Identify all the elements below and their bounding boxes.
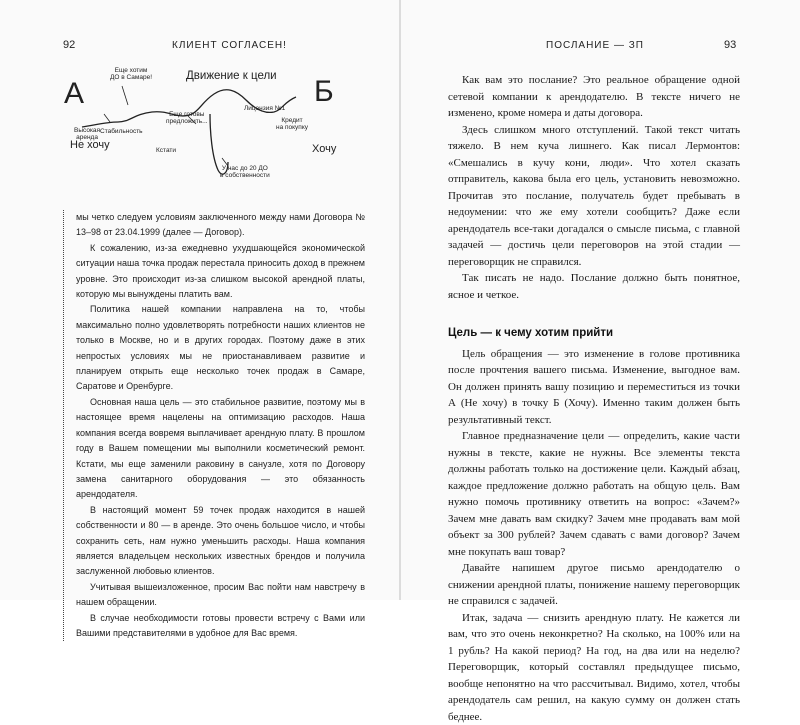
body-paragraph: Как вам это послание? Это реальное обращение одной сетевой компании к арендодателю. В тексте ничего не изменено, кроме номера и даты договора.: [448, 72, 740, 122]
quoted-letter: [63, 210, 365, 641]
note-credit: Кредит на покупку: [276, 118, 308, 132]
letter-paragraph: мы четко следуем условиям заключенного между нами Договора № 13–98 от 23.04.1999 (далее — Договор).: [76, 210, 365, 241]
running-head-left: КЛИЕНТ СОГЛАСЕН!: [172, 40, 287, 51]
body-paragraph: Итак, задача — снизить арендную плату. Не кажется ли вам, что это очень неконкретно? На сколько, на 100% или на 1 рубль? На какой период? На год, на два или на неделю? Переговорщик, который составлял предыдущее письмо, вообще непонятно на что рассчитывал. Видимо, хотел, чтобы арендодатель сам решил, на какую сумму он должен стать беднее.: [448, 610, 740, 725]
goal-movement-diagram: [60, 62, 360, 202]
letter-paragraph: В случае необходимости готовы провести встречу с Вами или Вашими представителями в удобное для Вас время.: [76, 611, 365, 642]
note-stability: Стабильность: [100, 129, 143, 136]
letter-paragraph: К сожалению, из-за ежедневно ухудшающейся экономической ситуации наша точка продаж перестала приносить доход в прежнем уровне. Это происходит из-за слишком высокой арендной платы, которую мы вынуждены платить вам.: [76, 241, 365, 303]
note-proposal: Еще готовы предложить...: [166, 112, 208, 126]
note-owned: У нас до 20 ДО в собственности: [220, 166, 270, 180]
note-samara: Еще хотим ДО в Самаре!: [110, 68, 152, 82]
start-label: Не хочу: [70, 140, 110, 152]
diagram-title: Движение к цели: [186, 70, 277, 82]
letter-paragraph: Учитывая вышеизложенное, просим Вас пойти нам навстречу в нашем обращении.: [76, 580, 365, 611]
right-body-text: [448, 72, 740, 725]
end-label: Хочу: [312, 144, 336, 156]
body-paragraph: Давайте напишем другое письмо арендодателю о снижении арендной платы, понижение нашему переговорщик не справился с задачей.: [448, 560, 740, 610]
body-paragraph: Так писать не надо. Послание должно быть понятное, ясное и четкое.: [448, 270, 740, 303]
point-a-label: А: [64, 78, 84, 110]
point-b-label: Б: [314, 76, 334, 108]
body-paragraph: Здесь слишком много отступлений. Такой текст читать тяжело. В нем куча лишнего. Как писал Лермонтов: «Смешались в кучу кони, люди». Что хотел сказать отправитель, какова была его цель, установить невозможно. Прочитав это послание, получатель будет пребывать в недоумении: что же ему хотели сообщить? Даже если арендодатель все-таки догадался о смысле письма, с главной задачей — достичь цели переговоров на этой стадии — переговорщик не справился.: [448, 122, 740, 271]
note-kstati: Кстати: [156, 148, 176, 155]
letter-paragraph: Основная наша цель — это стабильное развитие, поэтому мы в настоящее время нацелены на оптимизацию расходов. Наша компания всегда вовремя выплачивает арендную плату. В прошлом году в Вашем помещении мы выполнили косметический ремонт. Кстати, мы еще заменили раковину в санузле, хотя по Договору замена санитарного оборудования — это обязанность арендодателя.: [76, 395, 365, 503]
page-number-right: 93: [724, 39, 736, 51]
letter-paragraph: Политика нашей компании направлена на то, чтобы максимально полно удовлетворять потребности наших клиентов не только в Москве, но и в других городах. Поэтому даже в этих непростых условиях мы не приостанавливаем развитие и планируем открыть еще несколько точек продаж в Самаре, Саратове и Оренбурге.: [76, 302, 365, 394]
note-license: Лицензия №1: [244, 106, 285, 113]
body-paragraph: Цель обращения — это изменение в голове противника после прочтения вашего письма. Изменение, выгодное вам. Он должен принять вашу позицию и переместиться из точки А (Не хочу) в точку Б (Хочу). Именно таким должен быть результативный текст.: [448, 346, 740, 429]
section-heading: Цель — к чему хотим прийти: [448, 325, 740, 342]
page-number-left: 92: [63, 39, 75, 51]
letter-paragraph: В настоящий момент 59 точек продаж находится в нашей собственности и 80 — в аренде. Это очень большое число, и чтобы сохранить сеть, нам нужно уменьшить расходы. Наша компания является владельцем нескольких известных брендов и получила заслуженной любовью клиентов.: [76, 503, 365, 580]
note-high-rent: Высокая аренда: [74, 128, 100, 142]
running-head-right: ПОСЛАНИЕ — ЗП: [546, 40, 644, 51]
left-page: [0, 0, 399, 600]
body-paragraph: Главное предназначение цели — определить, какие части нужны в тексте, какие не нужны. Все элементы текста должны работать только на достижение цели. Каждый абзац, каждое предложение должно работать на общую цель. Вам нужно помочь противнику ответить на вопрос: «Зачем?» Зачем мне давать вам скидку? Зачем мне продавать вам мой объект за 300 рублей? Зачем сдавать с вами договор? Зачем мне покупать ваш товар?: [448, 428, 740, 560]
